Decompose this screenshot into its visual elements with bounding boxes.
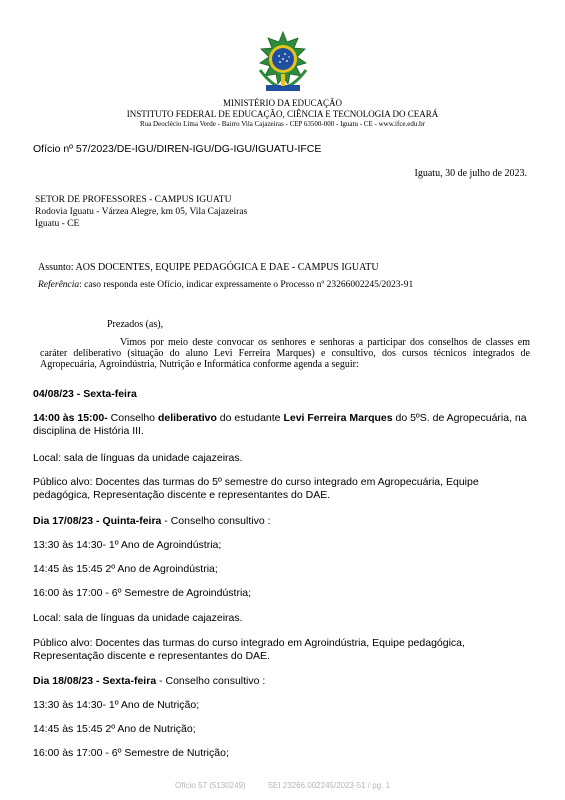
footer-process-page: SEI 23266.002245/2023-51 / pg. 1 (267, 781, 391, 790)
oficio-number: Ofício nº 57/2023/DE-IGU/DIREN-IGU/DG-IGU/IGUATU-IFCE (33, 143, 322, 155)
day1-text-2: do estudante (216, 412, 284, 424)
day3-heading-date: Dia 18/08/23 - Sexta-feira (33, 675, 157, 687)
footer-document-id: Ofício 57 (5130249) (174, 781, 246, 790)
day2-heading-date: Dia 17/08/23 - Quinta-feira (33, 515, 162, 527)
reference-text: : caso responda este Ofício, indicar expressamente o Processo nº 23266002245/2023-91 (79, 280, 414, 290)
recipient-line-3: Iguatu - CE (35, 219, 80, 229)
day2-local: Local: sala de línguas da unidade cajazeiras. (33, 612, 243, 624)
recipient-line-1: SETOR DE PROFESSORES - CAMPUS IGUATU (35, 195, 232, 205)
institute-address: Rua Deoclécio Lima Verde - Bairro Vila Cajazeiras - CEP 63500-000 - Iguatu - CE - www.ifce.edu.br (140, 120, 425, 128)
intro-paragraph: Vimos por meio deste convocar os senhores e senhoras a participar dos conselhos de classes em caráter deliberativo (situação do aluno Levi Ferreira Marques) e consultivo, dos cursos técnicos integrados de Agropecuária, Agroindústria, Nutrição e Informática conforme agenda a seguir: (40, 337, 530, 370)
day3-heading-rest: - Conselho consultivo : (156, 675, 266, 687)
day3-heading (33, 675, 533, 688)
day2-item-1: 13:30 às 14:30- 1º Ano de Agroindústria; (33, 539, 222, 551)
day3-item-2: 14:45 às 15:45 2º Ano de Nutrição; (33, 723, 196, 735)
institute-name: INSTITUTO FEDERAL DE EDUCAÇÃO, CIÊNCIA E TECNOLOGIA DO CEARÁ (126, 109, 439, 119)
ministry-name: MINISTÉRIO DA EDUCAÇÃO (223, 98, 342, 108)
day2-heading-rest: - Conselho consultivo : (161, 515, 271, 527)
day2-heading (33, 515, 533, 528)
page-footer (0, 781, 565, 790)
day1-deliberativo: deliberativo (157, 412, 217, 424)
day1-time: 14:00 às 15:00- (33, 412, 108, 424)
coat-of-arms-icon (252, 30, 314, 94)
recipient-line-2: Rodovia Iguatu - Várzea Alegre, km 05, Vila Cajazeiras (35, 207, 248, 217)
day2-item-3: 16:00 às 17:00 - 6º Semestre de Agroindústria; (33, 587, 252, 599)
day1-text-3: do 5ºS. de Agropecuária, na disciplina de História III. (33, 412, 527, 437)
day3-item-3: 16:00 às 17:00 - 6º Semestre de Nutrição; (33, 747, 229, 759)
day2-publico: Público alvo: Docentes das turmas do curso integrado em Agroindústria, Equipe pedagógica, Representação discente e representantes do DAE. (33, 637, 465, 662)
day1-student: Levi Ferreira Marques (283, 412, 393, 424)
day1-text-1: Conselho (107, 412, 158, 424)
day2-item-2: 14:45 às 15:45 2º Ano de Agroindústria; (33, 563, 218, 575)
subject-line: Assunto: AOS DOCENTES, EQUIPE PEDAGÓGICA E DAE - CAMPUS IGUATU (38, 262, 379, 273)
day3-item-1: 13:30 às 14:30- 1º Ano de Nutrição; (33, 699, 200, 711)
day1-publico: Público alvo: Docentes das turmas do 5º semestre do curso integrado em Agropecuária, Equipe pedagógica, Representação discente e representantes do DAE. (33, 476, 479, 501)
reference-line (38, 280, 413, 290)
day1-local: Local: sala de línguas da unidade cajazeiras. (33, 452, 243, 464)
salutation: Prezados (as), (107, 319, 164, 330)
reference-label: Referência (38, 280, 80, 290)
day1-heading: 04/08/23 - Sexta-feira (33, 388, 137, 400)
date-line: Iguatu, 30 de julho de 2023. (414, 168, 527, 179)
day1-description (33, 412, 533, 438)
